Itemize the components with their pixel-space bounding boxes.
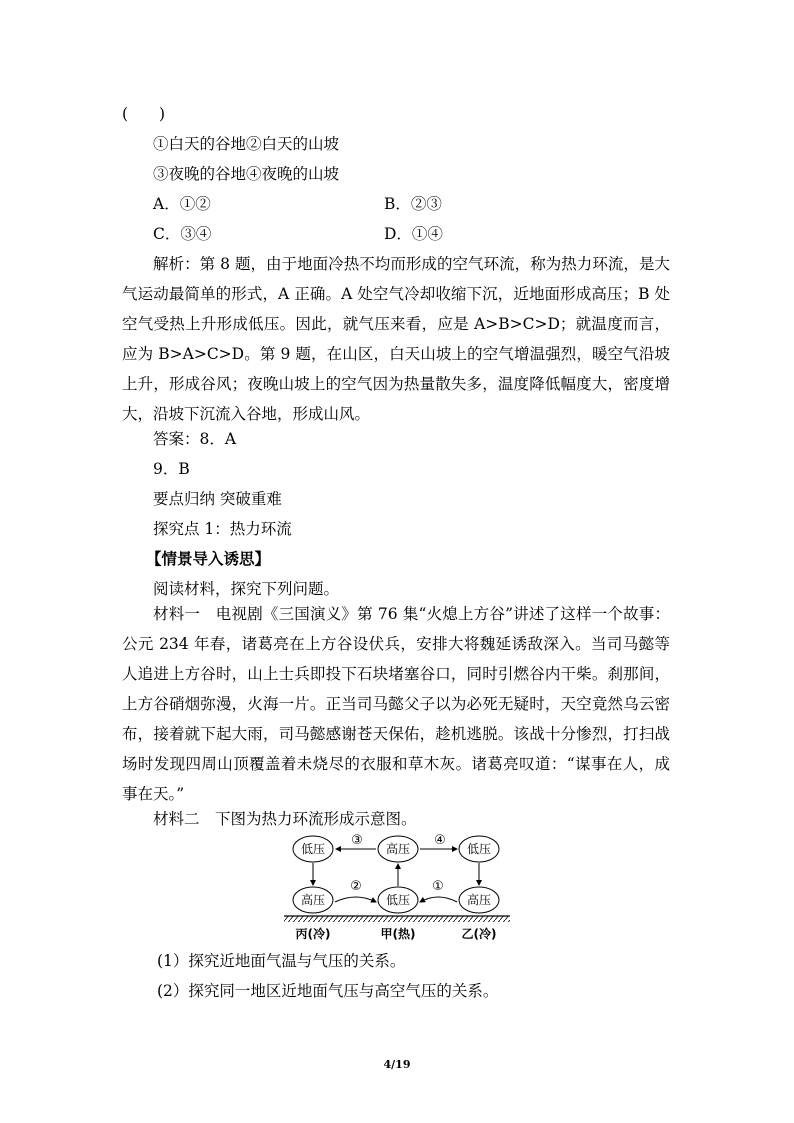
top-right-label: 低压 bbox=[466, 842, 492, 856]
choice-items-line-1: ①白天的谷地②白天的山坡 bbox=[153, 135, 340, 153]
option-c: C．③④ bbox=[153, 225, 212, 243]
material-two-caption: 材料二 下图为热力环流形成示意图。 bbox=[153, 810, 417, 828]
page-number: 4/19 bbox=[383, 1058, 411, 1071]
answer-bracket: ( ) bbox=[122, 105, 166, 123]
top-mid-label: 高压 bbox=[385, 842, 411, 856]
answer-line-2: 9．B bbox=[153, 460, 190, 478]
bot-mid-label: 低压 bbox=[385, 893, 411, 907]
ground-left-label: 丙(冷) bbox=[295, 927, 331, 941]
arrow-3-label: ③ bbox=[351, 833, 363, 848]
answer-line-1: 答案：8．A bbox=[153, 430, 237, 448]
arrow-2 bbox=[335, 897, 376, 902]
choice-items-line-2: ③夜晚的谷地④夜晚的山坡 bbox=[153, 165, 340, 183]
scenario-heading: 【情景导入诱思】 bbox=[146, 549, 271, 568]
option-a: A．①② bbox=[153, 195, 211, 213]
arrow-2-label: ② bbox=[350, 879, 362, 894]
task-2: (2）探究同一地区近地面气压与高空气压的关系。 bbox=[157, 982, 499, 1000]
arrow-1 bbox=[420, 897, 457, 902]
arrow-1-label: ① bbox=[432, 879, 444, 894]
bot-right-label: 高压 bbox=[466, 893, 492, 907]
material-one-paragraph: 材料一 电视剧《三国演义》第 76 集“火熄上方谷”讲述了这样一个故事：公元 234 年春，诸葛亮在上方谷设伏兵，安排大将魏延诱敌深入。当司马懿等人追进上方谷时，山上士兵即投下石块堵塞谷口，同时引燃谷内干柴。刹那间，上方谷硝烟弥漫，火海一片。正当司马懿父子以为必死无疑时，天空竟然乌云密布，接着就下起大雨，司马懿感谢苍天保佑，趁机逃脱。该战十分惨烈，打扫战场时发现四周山顶覆盖着未烧尽的衣服和草木灰。诸葛亮叹道：“谋事在人，成事在天。” bbox=[122, 605, 670, 803]
arrow-4-label: ④ bbox=[434, 833, 446, 848]
explore-point: 探究点 1：热力环流 bbox=[153, 520, 292, 538]
ground-right-label: 乙(冷) bbox=[461, 927, 497, 941]
option-d: D．①④ bbox=[384, 225, 443, 243]
thermal-circulation-diagram bbox=[280, 830, 520, 946]
read-instruction: 阅读材料，探究下列问题。 bbox=[153, 580, 340, 598]
analysis-paragraph: 解析：第 8 题，由于地面冷热不均而形成的空气环流，称为热力环流，是大气运动最简单的形式，A 正确。A 处空气冷却收缩下沉，近地面形成高压；B 处空气受热上升形成低压。因此，就气压来看，应是 A>B>C>D；就温度而言，应为 B>A>C>D。第 9 题，在山区，白天山坡上的空气增温强烈，暖空气沿坡上升，形成谷风；夜晚山坡上的空气因为热量散失多，温度降低幅度大，密度增大，沿坡下沉流入谷地，形成山风。 bbox=[122, 255, 670, 423]
ground-hatch bbox=[284, 916, 510, 922]
ground-mid-label: 甲(热) bbox=[380, 927, 416, 941]
section-heading: 要点归纳 突破重难 bbox=[153, 490, 282, 508]
task-1: (1）探究近地面气温与气压的关系。 bbox=[157, 952, 406, 970]
bot-left-label: 高压 bbox=[300, 893, 326, 907]
option-b: B．②③ bbox=[384, 195, 442, 213]
top-left-label: 低压 bbox=[300, 842, 326, 856]
